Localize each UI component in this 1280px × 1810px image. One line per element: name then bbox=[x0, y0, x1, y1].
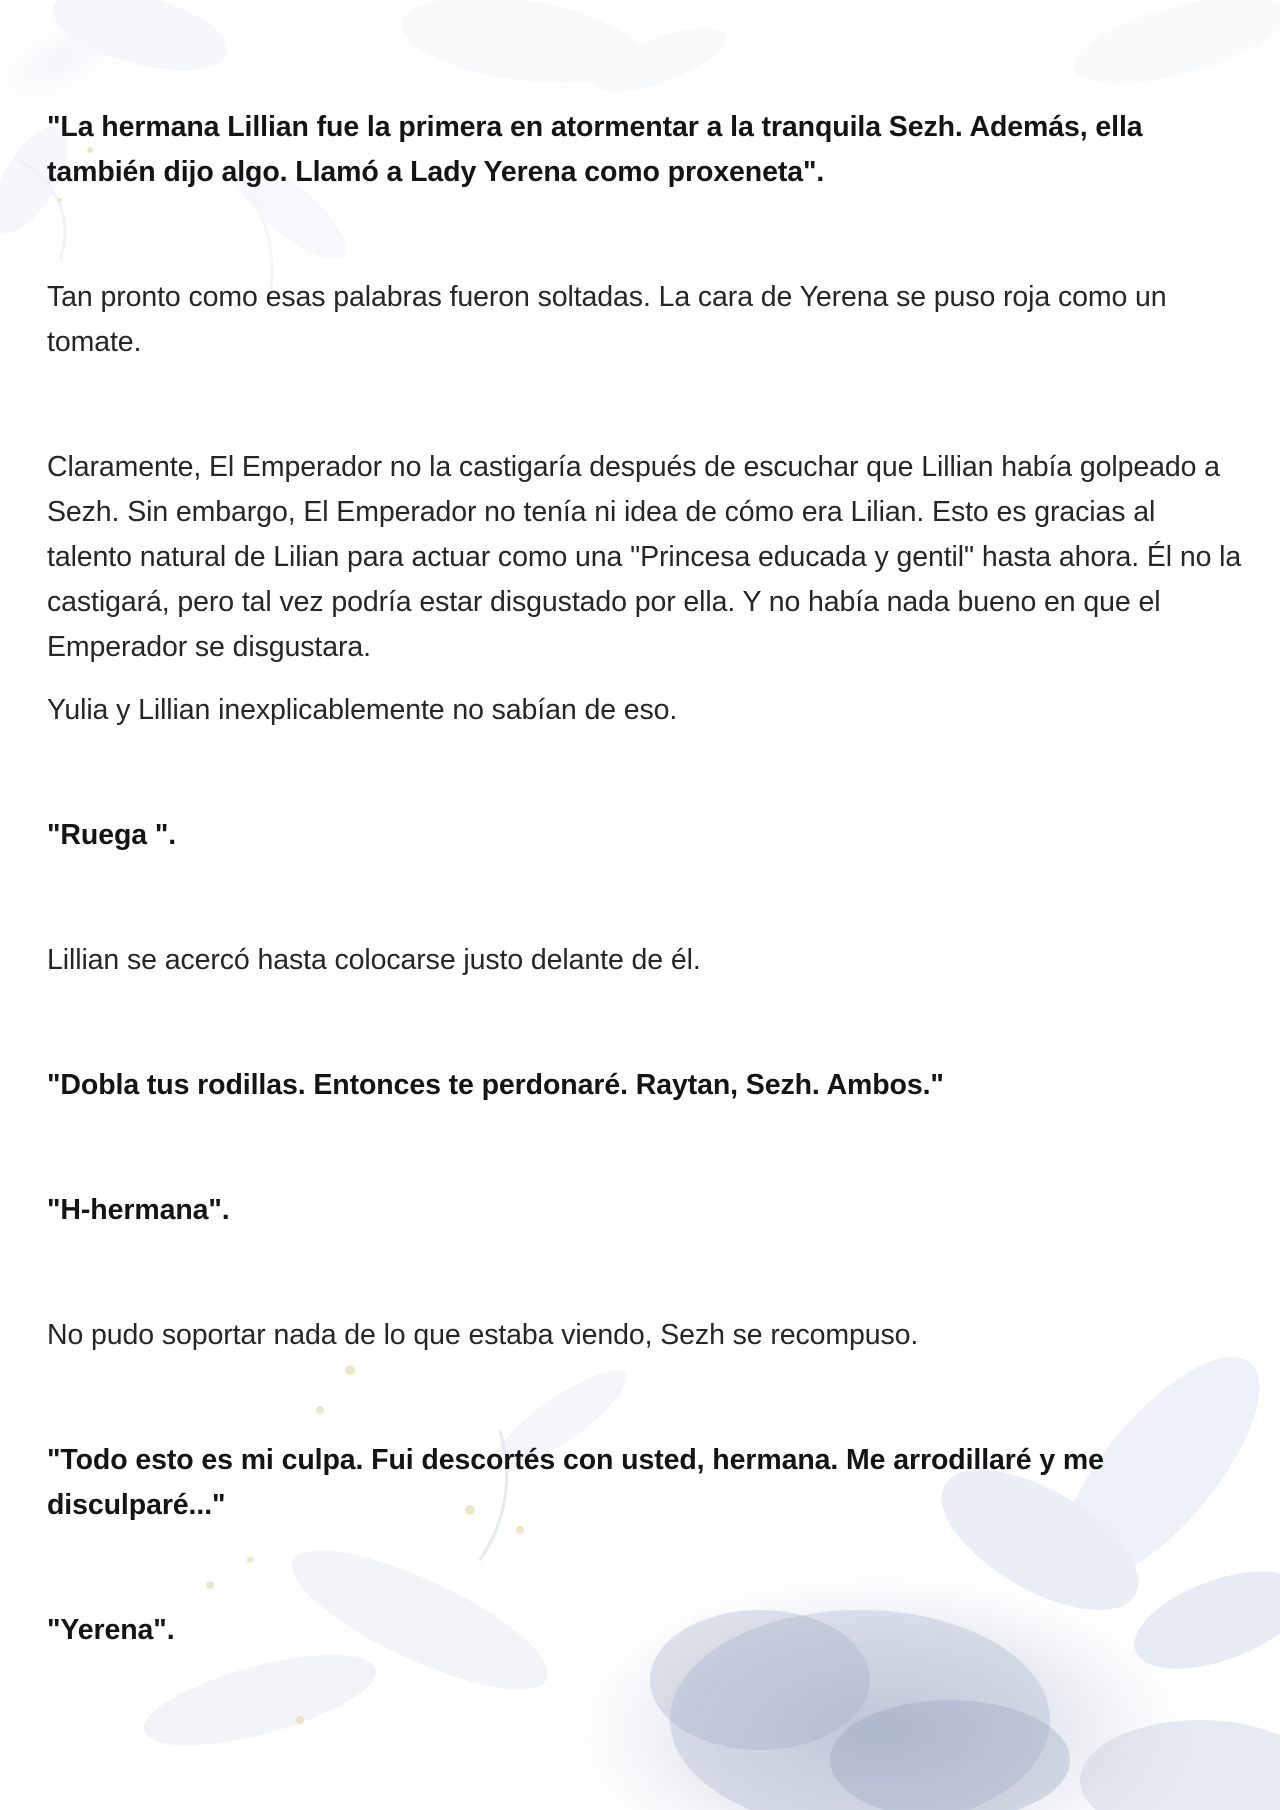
document-page bbox=[47, 0, 1247, 1810]
paragraph-1: "La hermana Lillian fue la primera en atormentar a la tranquila Sezh. Además, ella también dijo algo. Llamó a Lady Yerena como proxeneta". bbox=[47, 111, 1143, 188]
paragraph-4: Yulia y Lillian inexplicablemente no sabían de eso. bbox=[47, 694, 678, 726]
paragraph-6: Lillian se acercó hasta colocarse justo delante de él. bbox=[47, 944, 701, 976]
paragraph-7: "Dobla tus rodillas. Entonces te perdonaré. Raytan, Sezh. Ambos." bbox=[47, 1069, 944, 1101]
paragraph-11: "Yerena". bbox=[47, 1614, 175, 1646]
paragraph-8: "H-hermana". bbox=[47, 1194, 230, 1226]
paragraph-9: No pudo soportar nada de lo que estaba viendo, Sezh se recompuso. bbox=[47, 1319, 919, 1351]
paragraph-3: Claramente, El Emperador no la castigaría después de escuchar que Lillian había golpeado a Sezh. Sin embargo, El Emperador no tenía ni idea de cómo era Lilian. Esto es gracias al talento natural de Lilian para actuar como una "Princesa educada y gentil" hasta ahora. Él no la castigará, pero tal vez podría estar disgustado por ella. Y no había nada bueno en que el Emperador se disgustara. bbox=[47, 451, 1242, 663]
paragraph-5: "Ruega ". bbox=[47, 819, 177, 851]
paragraph-10: "Todo esto es mi culpa. Fui descortés con usted, hermana. Me arrodillaré y me disculparé..." bbox=[47, 1444, 1104, 1521]
paragraph-2: Tan pronto como esas palabras fueron soltadas. La cara de Yerena se puso roja como un tomate. bbox=[47, 281, 1167, 358]
